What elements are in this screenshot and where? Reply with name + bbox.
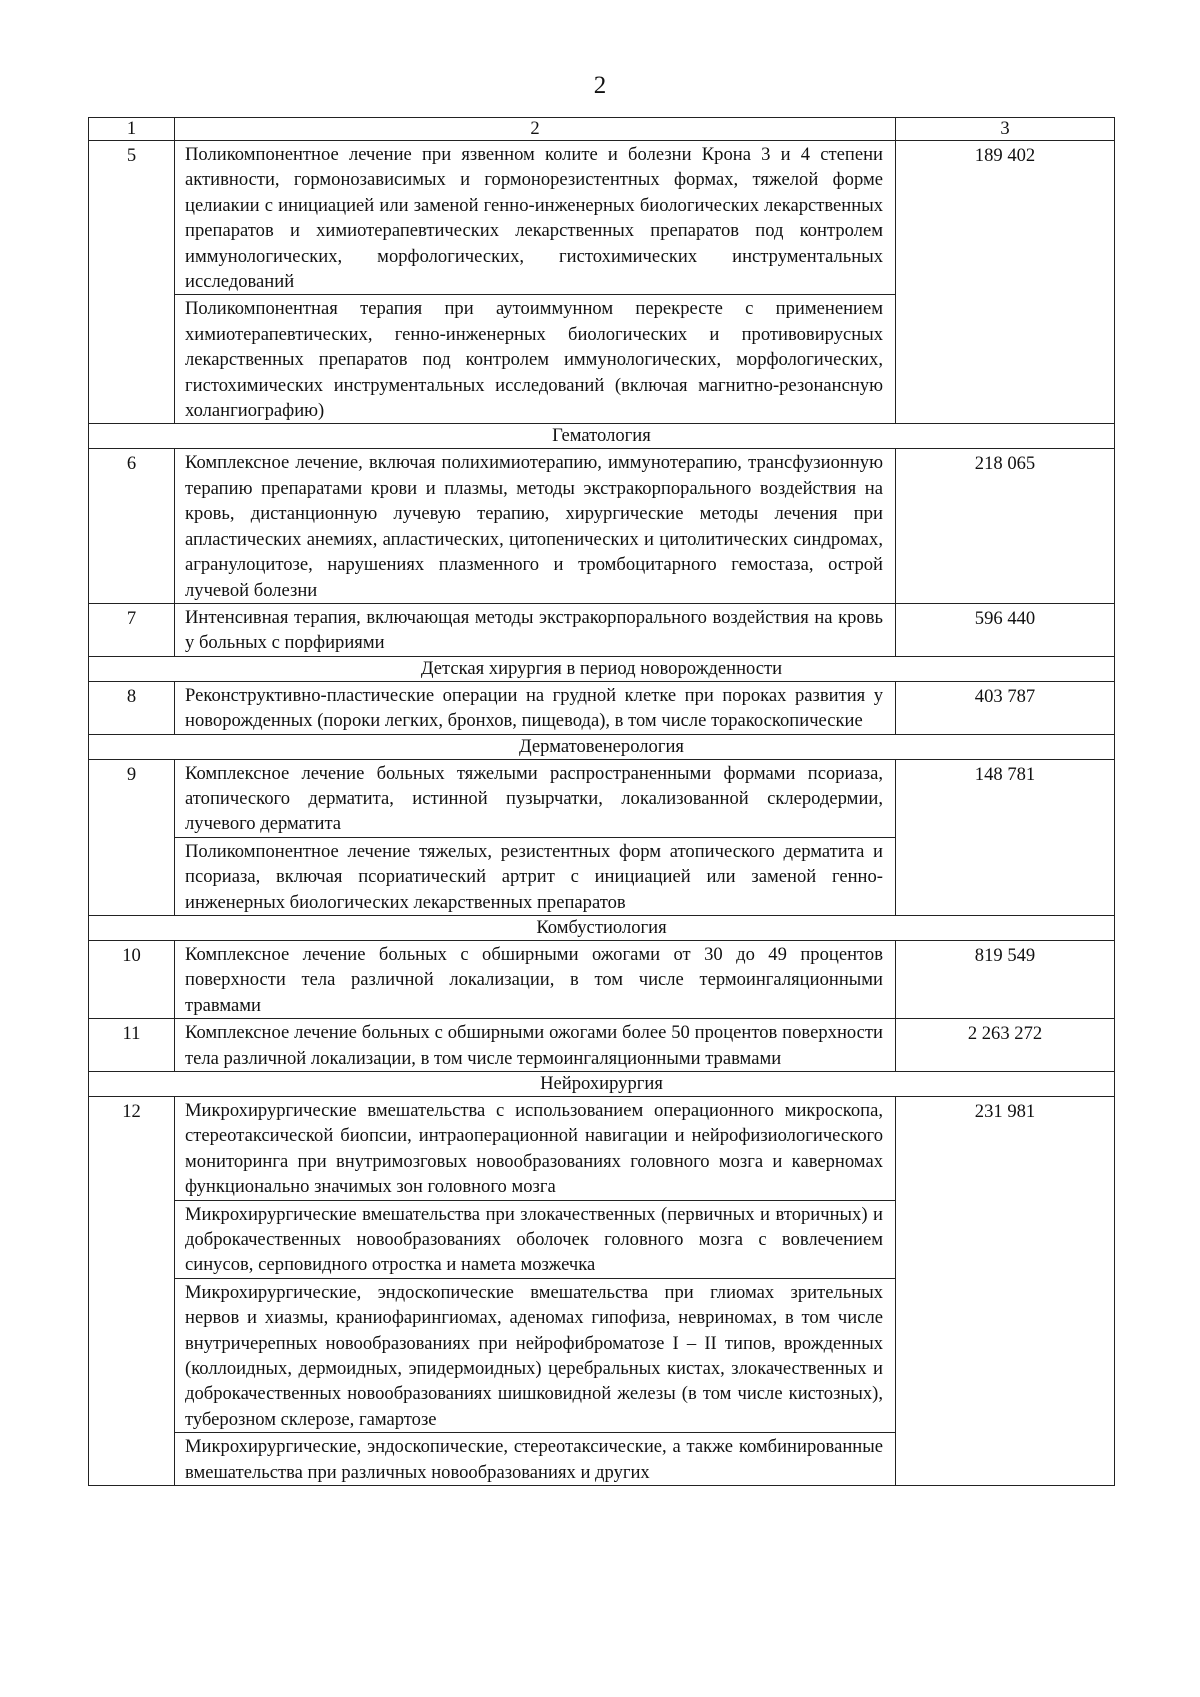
procedure-description: Комплексное лечение больных с обширными ожогами от 30 до 49 процентов поверхности тела различной локализации, в том числе термоингаляционными травмами xyxy=(175,940,896,1018)
section-row xyxy=(89,424,1115,449)
price-value: 2 263 272 xyxy=(896,1019,1115,1072)
procedure-description: Реконструктивно-пластические операции на грудной клетке при пороках развития у новорожденных (пороки легких, бронхов, пищевода), в том числе торакоскопические xyxy=(175,681,896,734)
procedure-description: Поликомпонентное лечение при язвенном колите и болезни Крона 3 и 4 степени активности, гормонозависимых и гормонорезистентных формах, тяжелой форме целиакии с инициацией или заменой генно-инженерных биологических лекарственных препаратов и химиотерапевтических лекарственных препаратов под контролем иммунологических, морфологических, гистохимических инструментальных исследований xyxy=(175,141,896,295)
price-value: 189 402 xyxy=(896,141,1115,424)
column-header-price: 3 xyxy=(896,118,1115,141)
procedure-description: Микрохирургические вмешательства с использованием операционного микроскопа, стереотаксической биопсии, интраоперационной навигации и нейрофизиологического мониторинга при внутримозговых новообразованиях головного мозга и каверномах функционально значимых зон головного мозга xyxy=(175,1097,896,1201)
row-number: 11 xyxy=(89,1019,175,1072)
price-value: 819 549 xyxy=(896,940,1115,1018)
column-header-description: 2 xyxy=(175,118,896,141)
procedure-description: Микрохирургические вмешательства при злокачественных (первичных и вторичных) и доброкачественных новообразованиях оболочек головного мозга с вовлечением синусов, серповидного отростка и намета мозжечка xyxy=(175,1200,896,1278)
table-row xyxy=(89,1097,1115,1201)
row-number: 5 xyxy=(89,141,175,424)
section-title: Комбустиология xyxy=(89,915,1115,940)
row-number: 9 xyxy=(89,759,175,915)
procedure-description: Интенсивная терапия, включающая методы экстракорпорального воздействия на кровь у больных с порфириями xyxy=(175,603,896,656)
table-row xyxy=(89,1019,1115,1072)
row-number: 12 xyxy=(89,1097,175,1486)
row-number: 8 xyxy=(89,681,175,734)
table-row xyxy=(89,603,1115,656)
table-row xyxy=(89,681,1115,734)
section-title: Гематология xyxy=(89,424,1115,449)
procedures-table xyxy=(88,117,1115,1486)
procedure-description: Комплексное лечение больных тяжелыми распространенными формами псориаза, атопического дерматита, истинной пузырчатки, локализованной склеродермии, лучевого дерматита xyxy=(175,759,896,837)
procedure-description: Микрохирургические, эндоскопические, стереотаксические, а также комбинированные вмешательства при различных новообразованиях и других xyxy=(175,1433,896,1486)
procedure-description: Комплексное лечение, включая полихимиотерапию, иммунотерапию, трансфузионную терапию препаратами крови и плазмы, методы экстракорпорального воздействия на кровь, дистанционную лучевую терапию, хирургические методы лечения при апластических анемиях, апластических, цитопенических и цитолитических синдромах, агранулоцитозе, нарушениях плазменного и тромбоцитарного гемостаза, острой лучевой болезни xyxy=(175,449,896,603)
page-number: 2 xyxy=(593,72,607,99)
price-value: 231 981 xyxy=(896,1097,1115,1486)
section-row xyxy=(89,915,1115,940)
procedure-description: Поликомпонентное лечение тяжелых, резистентных форм атопического дерматита и псориаза, включая псориатический артрит с инициацией или заменой генно-инженерных биологических лекарственных препаратов xyxy=(175,837,896,915)
price-value: 218 065 xyxy=(896,449,1115,603)
procedure-description: Микрохирургические, эндоскопические вмешательства при глиомах зрительных нервов и хиазмы, краниофарингиомах, аденомах гипофиза, невриномах, в том числе внутричерепных новообразованиях при нейрофиброматозе I – II типов, врожденных (коллоидных, дермоидных, эпидермоидных) церебральных кистах, злокачественных и доброкачественных новообразованиях шишковидной железы (в том числе кистозных), туберозном склерозе, гамартозе xyxy=(175,1278,896,1432)
section-row xyxy=(89,1072,1115,1097)
section-row xyxy=(89,734,1115,759)
column-header-number: 1 xyxy=(89,118,175,141)
table-row xyxy=(89,759,1115,837)
price-value: 148 781 xyxy=(896,759,1115,915)
table-row xyxy=(89,940,1115,1018)
section-title: Детская хирургия в период новорожденности xyxy=(89,656,1115,681)
table-row xyxy=(89,449,1115,603)
procedure-description: Комплексное лечение больных с обширными ожогами более 50 процентов поверхности тела различной локализации, в том числе термоингаляционными травмами xyxy=(175,1019,896,1072)
price-value: 596 440 xyxy=(896,603,1115,656)
table-header-row xyxy=(89,118,1115,141)
section-row xyxy=(89,656,1115,681)
row-number: 7 xyxy=(89,603,175,656)
row-number: 6 xyxy=(89,449,175,603)
row-number: 10 xyxy=(89,940,175,1018)
procedure-description: Поликомпонентная терапия при аутоиммунном перекресте с применением химиотерапевтических, генно-инженерных биологических и противовирусных лекарственных препаратов под контролем иммунологических, морфологических, гистохимических инструментальных исследований (включая магнитно-резонансную холангиографию) xyxy=(175,295,896,424)
section-title: Нейрохирургия xyxy=(89,1072,1115,1097)
section-title: Дерматовенерология xyxy=(89,734,1115,759)
price-value: 403 787 xyxy=(896,681,1115,734)
table-row xyxy=(89,141,1115,295)
